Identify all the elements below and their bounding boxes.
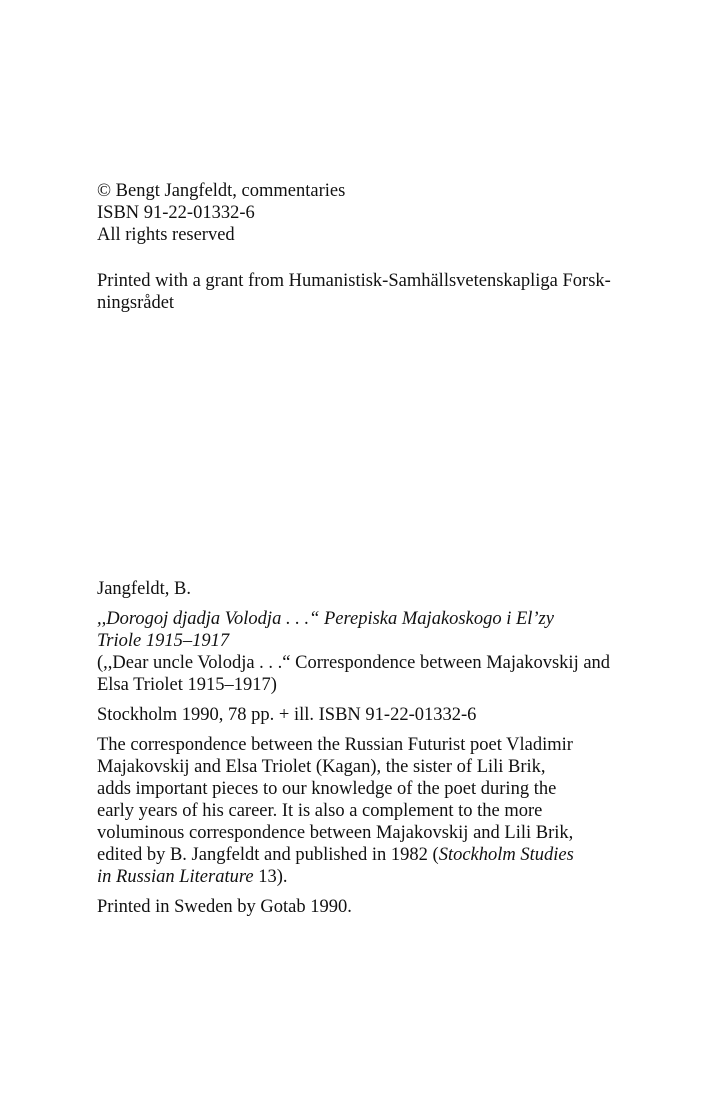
rights-line: All rights reserved <box>97 225 235 245</box>
copyright-line: © Bengt Jangfeldt, commentaries <box>97 181 346 201</box>
catalog-record <box>97 578 633 926</box>
isbn-line: ISBN 91-22-01332-6 <box>97 203 255 223</box>
grant-line-1: Printed with a grant from Humanistisk-Samhällsvetenskapliga Forsk- <box>97 271 611 291</box>
copyright-block <box>97 180 633 246</box>
catalog-author: Jangfeldt, B. <box>97 579 192 599</box>
abstract-line-1: The correspondence between the Russian Futurist poet Vladimir <box>97 735 573 755</box>
grant-block <box>97 270 633 314</box>
catalog-translation-line-2: Elsa Triolet 1915–1917) <box>97 675 277 695</box>
abstract-line-6 <box>97 844 633 866</box>
series-title-part-2: in Russian Literature <box>97 867 254 887</box>
catalog-author-para <box>97 578 633 600</box>
catalog-title-line-1: ,,Dorogoj djadja Volodja . . .“ Perepiska Majakoskogo i El’zy <box>97 609 554 629</box>
grant-line-2: ningsrådet <box>97 293 175 313</box>
abstract-line-7 <box>97 866 633 888</box>
abstract-line-6-text: edited by B. Jangfeldt and published in 1982 ( <box>97 845 439 865</box>
abstract-line-5: voluminous correspondence between Majakovskij and Lili Brik, <box>97 823 574 843</box>
abstract-line-7-text: 13). <box>253 867 288 887</box>
catalog-translation-line-1: (,,Dear uncle Volodja . . .“ Correspondence between Majakovskij and <box>97 653 611 673</box>
catalog-title-para <box>97 608 633 696</box>
abstract-line-4: early years of his career. It is also a complement to the more <box>97 801 543 821</box>
catalog-title-line-2: Triole 1915–1917 <box>97 631 230 651</box>
printer-line: Printed in Sweden by Gotab 1990. <box>97 897 352 917</box>
catalog-publication: Stockholm 1990, 78 pp. + ill. ISBN 91-22-01332-6 <box>97 705 477 725</box>
catalog-abstract <box>97 734 633 888</box>
catalog-publication-para <box>97 704 633 726</box>
abstract-line-3: adds important pieces to our knowledge of the poet during the <box>97 779 557 799</box>
printer-para <box>97 896 633 918</box>
abstract-line-2: Majakovskij and Elsa Triolet (Kagan), the sister of Lili Brik, <box>97 757 546 777</box>
series-title-part-1: Stockholm Studies <box>438 845 574 865</box>
